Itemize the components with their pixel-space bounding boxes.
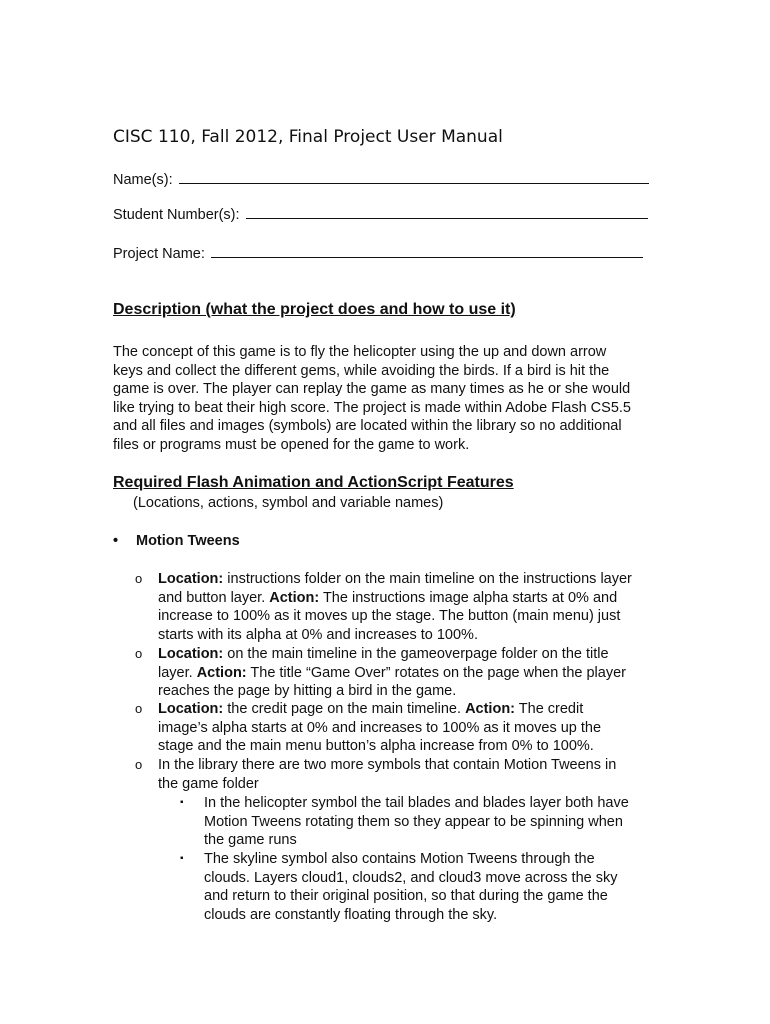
action-label: Action: bbox=[269, 589, 320, 606]
description-line: and all files and images (symbols) are located within the library so no additional bbox=[113, 418, 622, 435]
description-line: files or programs must be opened for the game to work. bbox=[113, 436, 470, 453]
bullet-dot: • bbox=[113, 533, 119, 549]
features-heading: Required Flash Animation and ActionScript Features bbox=[113, 474, 514, 491]
student-number-field bbox=[113, 206, 648, 223]
names-field bbox=[113, 171, 649, 188]
project-name-blank-line bbox=[211, 245, 643, 258]
square-bullet: ▪ bbox=[180, 797, 184, 808]
square-bullet: ▪ bbox=[180, 853, 184, 864]
motion-tweens-bullet bbox=[113, 533, 240, 549]
location-label: Location: bbox=[158, 646, 224, 662]
circle-bullet: o bbox=[135, 571, 143, 586]
motion-tweens-title: Motion Tweens bbox=[136, 533, 240, 549]
student-number-label: Student Number(s): bbox=[113, 207, 240, 223]
circle-bullet: o bbox=[135, 757, 143, 772]
project-name-label: Project Name: bbox=[113, 246, 205, 262]
description-heading: Description (what the project does and how to use it) bbox=[113, 301, 516, 318]
student-number-blank-line bbox=[246, 206, 648, 219]
names-blank-line bbox=[179, 171, 649, 184]
circle-bullet: o bbox=[135, 701, 143, 716]
description-line: The concept of this game is to fly the helicopter using the up and down arrow bbox=[113, 344, 607, 360]
location-label: Location: bbox=[158, 701, 224, 717]
description-line: keys and collect the different gems, while avoiding the birds. If a bird is hit the bbox=[113, 362, 610, 379]
description-paragraph bbox=[113, 343, 673, 455]
features-subheading: (Locations, actions, symbol and variable names) bbox=[133, 495, 444, 511]
project-name-field bbox=[113, 245, 643, 262]
document-title: CISC 110, Fall 2012, Final Project User Manual bbox=[113, 127, 503, 147]
action-label: Action: bbox=[196, 664, 247, 681]
action-label: Action: bbox=[465, 701, 515, 717]
document-page: CISC 110, Fall 2012, Final Project User Manual Name(s): Student Number(s): Project Name: Description (what the project does and how to use it) The concept of this game is to fly the helicopter using the up and down arrow keys and collect the different gems, while avoiding the birds. If a bird is hit the game is over. The player can replay the game as many times as he or she would like trying to beat their high score. The project is made within Adobe Flash CS5.5 and all files and images (symbols) are located within the library so no additional files or programs must be opened for the game to work. Required Flash Animation and ActionScript Features (Locations, actions, symbol and variable names) • Motion Tweens o Location: instructions folder on the main timeline on the instructions layer and button layer. Action: The instructions image alpha starts at 0% and increase to 100% as it moves up the stage. The button (main menu) just starts with its alpha at 0% and increases to 100%. o Location: on the main timeline in the gameoverpage folder on the title layer. Action: The title “Game Over” rotates on the page when the player reaches the page by hitting a bird in the game. o Location: the credit page on the main timeline. Action: The credit image’s alpha starts at 0% and increases to 100% as it moves up the stage and the main menu button’s alpha increase from 0% to 100%. o In the library there are two more symbols that contain Motion Tweens in the game folder ▪ In the helicopter symbol the tail blades and blades layer both have Motion Tweens rotating them so they appear to be spinning when the game runs ▪ The skyline symbol also contains Motion Tweens through the clouds. Layers cloud1, clouds2, and cloud3 move across the sky and return to their original position, so that during the game the clouds are constantly floating through the sky. bbox=[0, 0, 770, 1024]
location-label: Location: bbox=[158, 571, 224, 587]
names-label: Name(s): bbox=[113, 172, 173, 188]
circle-bullet: o bbox=[135, 646, 143, 661]
description-line: like trying to beat their high score. The project is made within Adobe Flash CS5.5 bbox=[113, 399, 631, 416]
description-line: game is over. The player can replay the game as many times as he or she would bbox=[113, 381, 631, 398]
